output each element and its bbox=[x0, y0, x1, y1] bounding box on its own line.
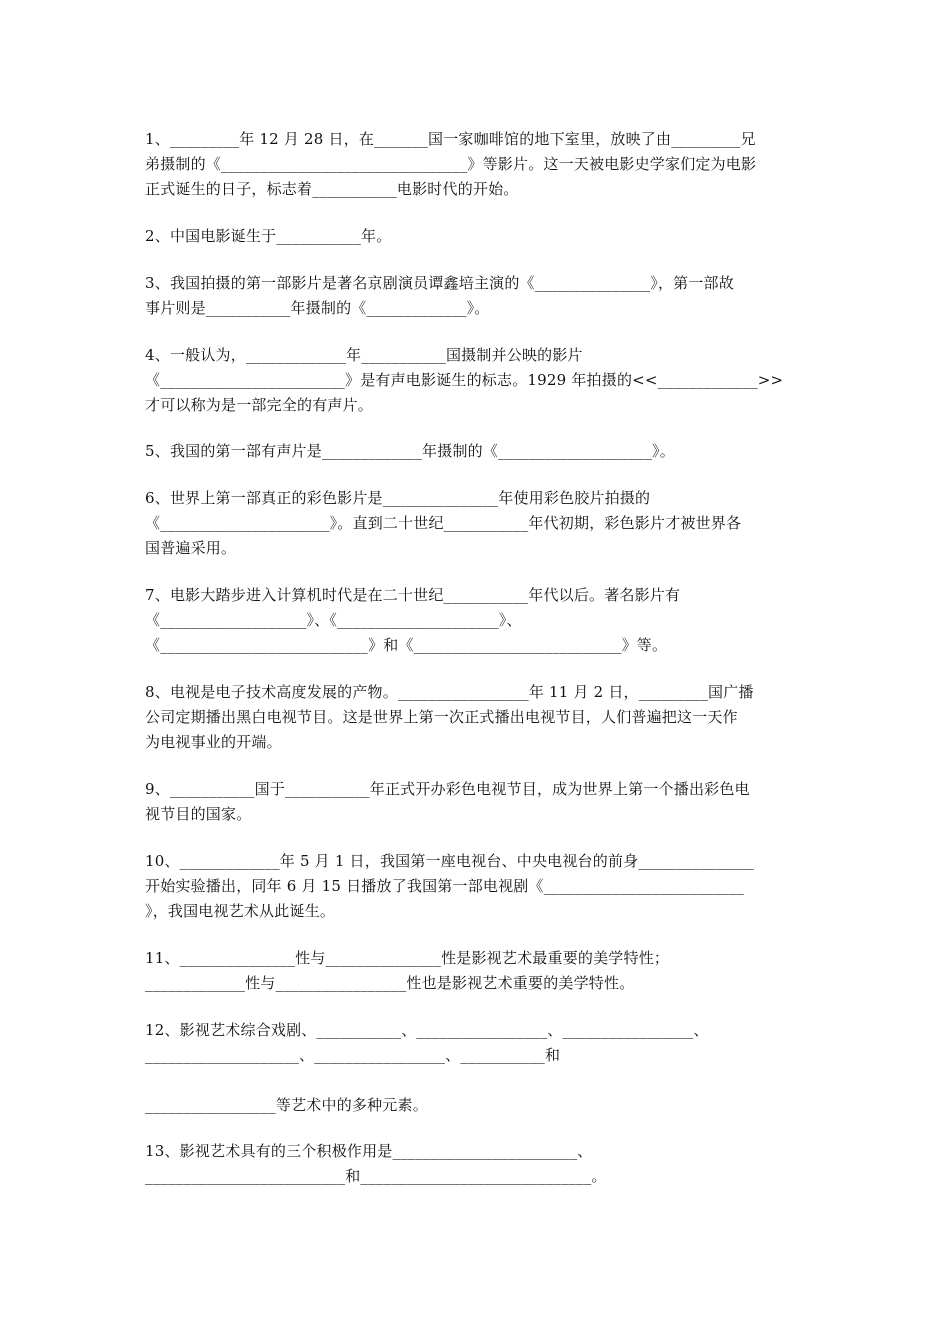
question-8-line-2: 公司定期播出黑白电视节目。这是世界上第一次正式播出电视节目，人们普遍把这一天作 bbox=[145, 708, 738, 726]
question-8-line-3: 为电视事业的开端。 bbox=[145, 733, 282, 751]
question-4-line-3: 才可以称为是一部完全的有声片。 bbox=[145, 396, 374, 414]
question-7-line-2: 《___________________》、《_____________________》、 bbox=[145, 611, 522, 629]
question-2-line-1: 2、中国电影诞生于___________年。 bbox=[145, 227, 392, 245]
question-4-line-2: 《________________________》是有声电影诞生的标志。1929 年拍摄的<<_____________>> bbox=[145, 371, 784, 389]
question-9-line-2: 视节目的国家。 bbox=[145, 805, 252, 823]
question-1-line-2: 弟摄制的《________________________________》等影片。这一天被电影史学家们定为电影 bbox=[145, 155, 757, 173]
question-6-line-1: 6、世界上第一部真正的彩色影片是_______________年使用彩色胶片拍摄的 bbox=[145, 489, 651, 507]
question-7-line-3: 《___________________________》和《___________________________》等。 bbox=[145, 636, 668, 654]
question-5-line-1: 5、我国的第一部有声片是_____________年摄制的《____________________》。 bbox=[145, 442, 675, 460]
question-8-line-1: 8、电视是电子技术高度发展的产物。_________________年 11 月 2 日，_________国广播 bbox=[145, 683, 754, 701]
question-11-line-1: 11、_______________性与_______________性是影视艺术最重要的美学特性； bbox=[145, 949, 670, 967]
question-12-line-2: ____________________、_________________、___________和 bbox=[145, 1046, 561, 1064]
question-1-line-3: 正式诞生的日子，标志着___________电影时代的开始。 bbox=[145, 180, 519, 198]
question-12-line-1: 12、影视艺术综合戏剧、___________、_________________、_________________、 bbox=[145, 1021, 709, 1039]
question-13-line-1: 13、影视艺术具有的三个积极作用是________________________、 bbox=[145, 1142, 593, 1160]
question-13-line-2: __________________________和______________________________。 bbox=[145, 1167, 607, 1185]
question-11-line-2: _____________性与_________________性也是影视艺术重要的美学特性。 bbox=[145, 974, 635, 992]
question-12-line-4: _________________等艺术中的多种元素。 bbox=[145, 1096, 428, 1114]
question-3-line-2: 事片则是___________年摄制的《_____________》。 bbox=[145, 299, 490, 317]
question-9-line-1: 9、___________国于___________年正式开办彩色电视节目，成为世界上第一个播出彩色电 bbox=[145, 780, 750, 798]
question-10-line-3: 》，我国电视艺术从此诞生。 bbox=[145, 902, 336, 920]
question-3-line-1: 3、我国拍摄的第一部影片是著名京剧演员谭鑫培主演的《_______________》，第一部故 bbox=[145, 274, 734, 292]
question-10-line-1: 10、_____________年 5 月 1 日，我国第一座电视台、中央电视台的前身_______________ bbox=[145, 852, 754, 870]
question-6-line-3: 国普遍采用。 bbox=[145, 539, 237, 557]
question-10-line-2: 开始实验播出，同年 6 月 15 日播放了我国第一部电视剧《__________________________ bbox=[145, 877, 744, 895]
question-1-line-1: 1、_________年 12 月 28 日，在_______国一家咖啡馆的地下室里，放映了由_________兄 bbox=[145, 130, 756, 148]
question-7-line-1: 7、电影大踏步进入计算机时代是在二十世纪___________年代以后。著名影片有 bbox=[145, 586, 681, 604]
question-4-line-1: 4、一般认为，_____________年___________国摄制并公映的影片 bbox=[145, 346, 583, 364]
question-6-line-2: 《______________________》。直到二十世纪___________年代初期，彩色影片才被世界各 bbox=[145, 514, 742, 532]
